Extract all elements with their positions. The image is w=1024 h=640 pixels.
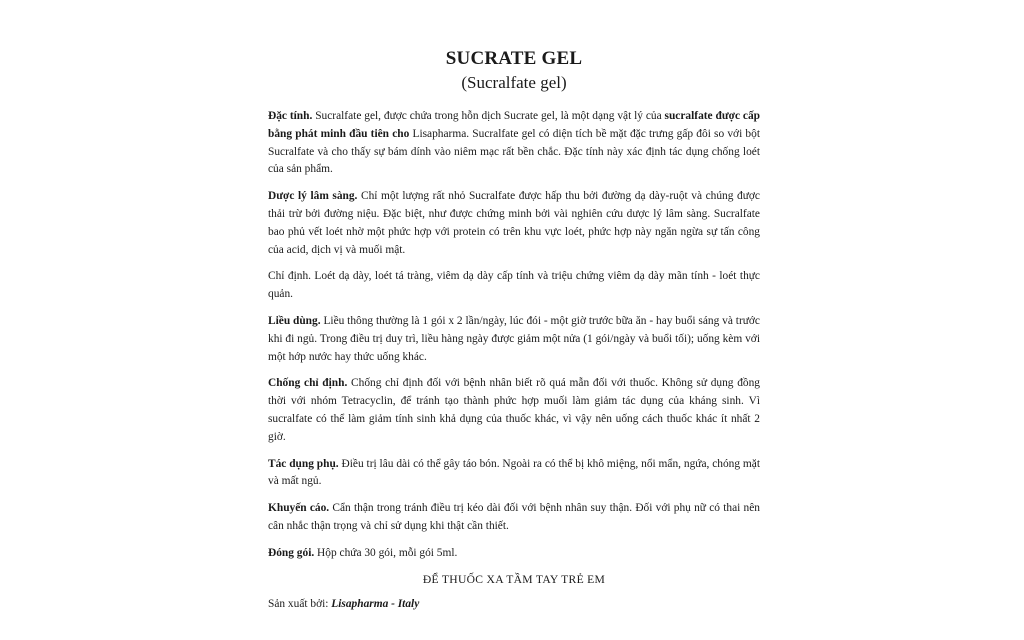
- child-safety-warning: ĐỂ THUỐC XA TẦM TAY TRẺ EM: [422, 572, 606, 586]
- section-clinical-pharmacology: [268, 188, 760, 259]
- section-text: Sucralfate gel, được chứa trong hỗn dịch Sucrate gel, là một dạng vật lý của: [312, 110, 665, 122]
- section-packaging: [268, 545, 760, 563]
- section-text: Liều thông thường là 1 gói x 2 lần/ngày, lúc đói - một giờ trước bữa ăn - hay buổi sáng và trước khi đi ngủ. Trong điều trị duy trì, liều hàng ngày được giảm một nửa (1 gói/ngày và buổi tối); uống kèm với một hớp nước hay thức uống khác.: [268, 314, 760, 363]
- section-recommendations: [268, 500, 760, 536]
- manufacturer-line: [268, 596, 760, 612]
- section-heading: Chống chỉ định.: [268, 377, 348, 390]
- section-heading: Liều dùng.: [268, 314, 321, 327]
- section-text: Chống chỉ định đối với bệnh nhân biết rõ quá mẫn đối với thuốc. Không sử dụng đồng thời với nhóm Tetracyclin, để tránh tạo thành phức hợp muối làm giảm tác dụng của kháng sinh. Vì sucralfate có thể làm giảm tính sinh khả dụng của thuốc khác, vì vậy nên uống cách thuốc khác ít nhất 2 giờ.: [268, 377, 760, 443]
- section-heading: Khuyến cáo.: [268, 502, 330, 515]
- section-side-effects: [268, 456, 760, 492]
- manufacturer-label: Sản xuất bởi:: [268, 597, 332, 610]
- product-title: SUCRATE GEL: [445, 48, 583, 69]
- section-text: Lisapharma. Sucralfate gel có diện tích bề mặt đặc trưng gấp đôi so với bột Sucralfate và cho thấy sự bám dính vào niêm mạc rất bền chắc. Đặc tính này xác định tác dụng chống loét của sản phẩm.: [268, 127, 760, 176]
- section-text: Chỉ định. Loét dạ dày, loét tá tràng, viêm dạ dày cấp tính và triệu chứng viêm dạ dày mãn tính - loét thực quản.: [268, 270, 760, 301]
- section-heading: Đóng gói.: [268, 546, 315, 559]
- section-heading: Dược lý lâm sàng.: [268, 190, 358, 203]
- section-indications: [268, 268, 760, 304]
- leaflet-page: [268, 48, 760, 612]
- section-dosage: [268, 313, 760, 366]
- section-text: Chỉ một lượng rất nhỏ Sucralfate được hấp thu bởi đường dạ dày-ruột và chúng được thải trừ bởi đường niệu. Đặc biệt, như được chứng minh bởi vài nghiên cứu dược lý lâm sàng. Sucralfate bao phủ vết loét nhờ một phức hợp với protein có trên khu vực loét, phức hợp này ngăn ngừa sự tấn công của acid, dịch vị và muối mật.: [268, 190, 760, 256]
- manufacturer-name: Lisapharma - Italy: [331, 597, 420, 610]
- section-contraindications: [268, 375, 760, 446]
- section-properties: [268, 108, 760, 179]
- section-emphasis: sucralfate được cấp bằng phát minh đầu tiên cho: [268, 110, 760, 140]
- section-text: Điều trị lâu dài có thể gây táo bón. Ngoài ra có thể bị khô miệng, nổi mẩn, ngứa, chóng mặt và mất ngủ.: [268, 457, 761, 488]
- section-text: Hộp chứa 30 gói, mỗi gói 5ml.: [314, 546, 458, 559]
- section-heading: Tác dụng phụ.: [268, 457, 339, 470]
- product-subtitle: (Sucralfate gel): [461, 73, 567, 92]
- section-text: Cẩn thận trong tránh điều trị kéo dài đối với bệnh nhân suy thận. Đối với phụ nữ có thai nên cân nhắc thận trọng và chỉ sử dụng khi thật cần thiết.: [268, 502, 760, 532]
- section-heading: Đặc tính.: [268, 110, 313, 122]
